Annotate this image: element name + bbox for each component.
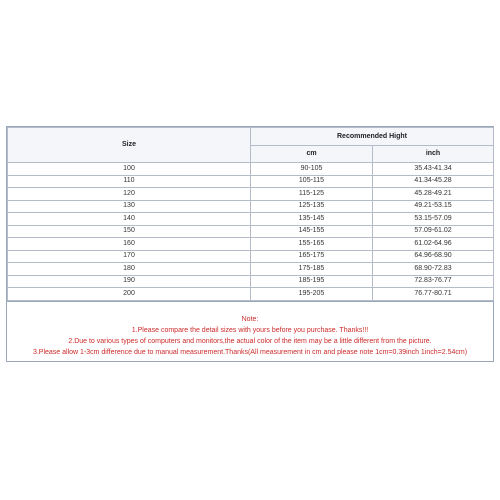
cm-cell: 135-145 bbox=[251, 213, 373, 226]
size-cell: 150 bbox=[8, 225, 251, 238]
inch-cell: 35.43-41.34 bbox=[373, 163, 494, 176]
inch-cell: 45.28-49.21 bbox=[373, 188, 494, 201]
table-body bbox=[8, 163, 494, 301]
inch-cell: 57.09-61.02 bbox=[373, 225, 494, 238]
cm-cell: 105-115 bbox=[251, 175, 373, 188]
cm-cell: 185-195 bbox=[251, 275, 373, 288]
table-row bbox=[8, 175, 494, 188]
note-line-2: 2.Due to various types of computers and monitors,the actual color of the item may be a little different from the picture. bbox=[68, 337, 432, 345]
cm-cell: 175-185 bbox=[251, 263, 373, 276]
size-cell: 170 bbox=[8, 250, 251, 263]
table-row bbox=[8, 200, 494, 213]
cm-cell: 145-155 bbox=[251, 225, 373, 238]
inch-cell: 76.77-80.71 bbox=[373, 288, 494, 301]
inch-cell: 53.15-57.09 bbox=[373, 213, 494, 226]
cm-cell: 90-105 bbox=[251, 163, 373, 176]
size-cell: 140 bbox=[8, 213, 251, 226]
notes-title: Note: bbox=[241, 315, 259, 323]
table-row bbox=[8, 163, 494, 176]
recommended-height-header: Recommended Hight bbox=[251, 128, 494, 146]
table-row bbox=[8, 188, 494, 201]
inch-cell: 68.90-72.83 bbox=[373, 263, 494, 276]
cm-cell: 115-125 bbox=[251, 188, 373, 201]
table-header bbox=[8, 128, 494, 163]
size-cell: 120 bbox=[8, 188, 251, 201]
note-line-3: 3.Please allow 1-3cm difference due to manual measurement.Thanks(All measurement in cm and please note 1cm=0.39inch 1inch=2.54cm) bbox=[32, 348, 468, 356]
cm-cell: 165-175 bbox=[251, 250, 373, 263]
table-row bbox=[8, 225, 494, 238]
size-cell: 180 bbox=[8, 263, 251, 276]
table-row bbox=[8, 213, 494, 226]
size-cell: 200 bbox=[8, 288, 251, 301]
inch-cell: 41.34-45.28 bbox=[373, 175, 494, 188]
inch-column-header: inch bbox=[373, 146, 494, 163]
size-column-header: Size bbox=[8, 128, 251, 163]
table-row bbox=[8, 288, 494, 301]
inch-cell: 49.21-53.15 bbox=[373, 200, 494, 213]
inch-cell: 61.02-64.96 bbox=[373, 238, 494, 251]
notes-section bbox=[7, 301, 493, 361]
table-row bbox=[8, 263, 494, 276]
cm-cell: 125-135 bbox=[251, 200, 373, 213]
size-cell: 190 bbox=[8, 275, 251, 288]
size-table bbox=[7, 127, 494, 301]
size-cell: 100 bbox=[8, 163, 251, 176]
table-row bbox=[8, 275, 494, 288]
size-cell: 160 bbox=[8, 238, 251, 251]
size-chart bbox=[6, 126, 494, 362]
size-cell: 110 bbox=[8, 175, 251, 188]
inch-cell: 64.96-68.90 bbox=[373, 250, 494, 263]
cm-cell: 195-205 bbox=[251, 288, 373, 301]
note-line-1: 1.Please compare the detail sizes with yours before you purchase. Thanks!!! bbox=[131, 326, 369, 334]
table-row bbox=[8, 238, 494, 251]
size-cell: 130 bbox=[8, 200, 251, 213]
cm-cell: 155-165 bbox=[251, 238, 373, 251]
table-row bbox=[8, 250, 494, 263]
inch-cell: 72.83-76.77 bbox=[373, 275, 494, 288]
cm-column-header: cm bbox=[251, 146, 373, 163]
